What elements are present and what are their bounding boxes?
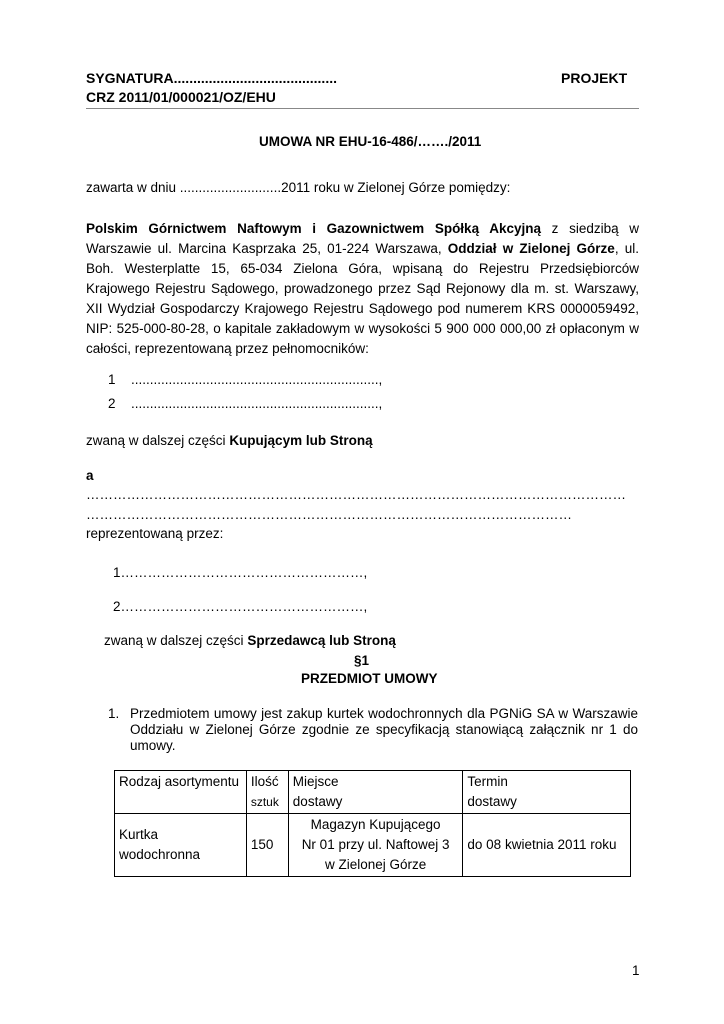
buyer-name: Polskim Górnictwem Naftowym i Gazownictwem Spółką Akcyjną <box>86 221 542 236</box>
item-text: Przedmiotem umowy jest zakup kurtek wodochronnych dla PGNiG SA w Warszawie Oddziału w Zielonej Górze zgodnie ze specyfikacją stanowiącą załącznik nr 1 do umowy. <box>130 706 638 753</box>
intro-line: zawarta w dniu ...........................2011 roku w Zielonej Górze pomiędzy: <box>86 180 511 195</box>
seller-rep-2: 2………………………………………………, <box>113 599 368 614</box>
case-number: CRZ 2011/01/000021/OZ/EHU <box>86 89 276 105</box>
buyer-branch: Oddział w Zielonej Górze <box>447 241 615 256</box>
seller-represented: reprezentowaną przez: <box>86 526 224 541</box>
project-label: PROJEKT <box>561 70 628 86</box>
cell-place: Magazyn Kupującego Nr 01 przy ul. Naftowej 3 w Zielonej Górze <box>288 814 463 877</box>
cell-term: do 08 kwietnia 2011 roku <box>463 814 631 877</box>
buyer-called-role: Kupującym lub Stroną <box>229 433 373 448</box>
seller-line-1: ………………………………………………………………………………………………………… <box>86 487 626 502</box>
page-number: 1 <box>632 963 640 978</box>
seller-called-role: Sprzedawcą lub Stroną <box>247 633 396 648</box>
cell-item: Kurtka wodochronna <box>115 814 247 877</box>
table-row <box>115 814 631 877</box>
header-cell-type: Rodzaj asortymentu <box>115 771 247 814</box>
contract-title: UMOWA NR EHU-16-486/……./2011 <box>259 134 482 149</box>
section-heading: PRZEDMIOT UMOWY <box>301 671 438 686</box>
table-header-row <box>115 771 631 814</box>
seller-rep-1: 1………………………………………………, <box>113 565 368 580</box>
buyer-seat-2: , ul. Boh. Westerplatte 15, 65-034 Zielona Góra, wpisaną do Rejestru Przedsiębiorców Krajowego Rejestru Sądowego, prowadzonego przez Sąd Rejonowy dla m. st. Warszawy, XII Wydział Gospodarczy Krajowego Rejestru Sądowego pod numerem KRS 0000059492, NIP: 525-000-80-28, o kapitale zakładowym w wysokości 5 900 000 000,00 zł opłaconym w całości, reprezentowaną przez pełnomocników: <box>86 241 640 356</box>
signature-label: SYGNATURA.......................................... <box>86 70 337 86</box>
buyer-rep-2-line: .................................................................., <box>131 396 383 411</box>
seller-line-2: ……………………………………………………………………………………………… <box>86 507 572 522</box>
specification-table <box>114 770 631 877</box>
buyer-called <box>86 433 373 448</box>
buyer-seat-1: z siedzibą w Warszawie ul. Marcina Kasprzaka 25, 01-224 Warszawa, <box>86 221 639 256</box>
buyer-rep-1-line: .................................................................., <box>131 372 383 387</box>
seller-called <box>104 633 396 648</box>
seller-called-prefix: zwaną w dalszej części <box>104 633 248 648</box>
header-cell-qty: Ilość sztuk <box>246 771 288 814</box>
header-rule <box>86 108 639 109</box>
item-number: 1. <box>108 706 120 721</box>
header-cell-place: Miejsce dostawy <box>288 771 463 814</box>
section-symbol: §1 <box>354 653 370 668</box>
cell-qty: 150 <box>246 814 288 877</box>
buyer-called-prefix: zwaną w dalszej części <box>86 433 230 448</box>
buyer-rep-1-num: 1 <box>108 372 116 387</box>
buyer-paragraph <box>86 219 639 359</box>
header-cell-term: Termin dostawy <box>463 771 631 814</box>
buyer-rep-2-num: 2 <box>108 396 116 411</box>
seller-conjunction: a <box>86 468 94 483</box>
